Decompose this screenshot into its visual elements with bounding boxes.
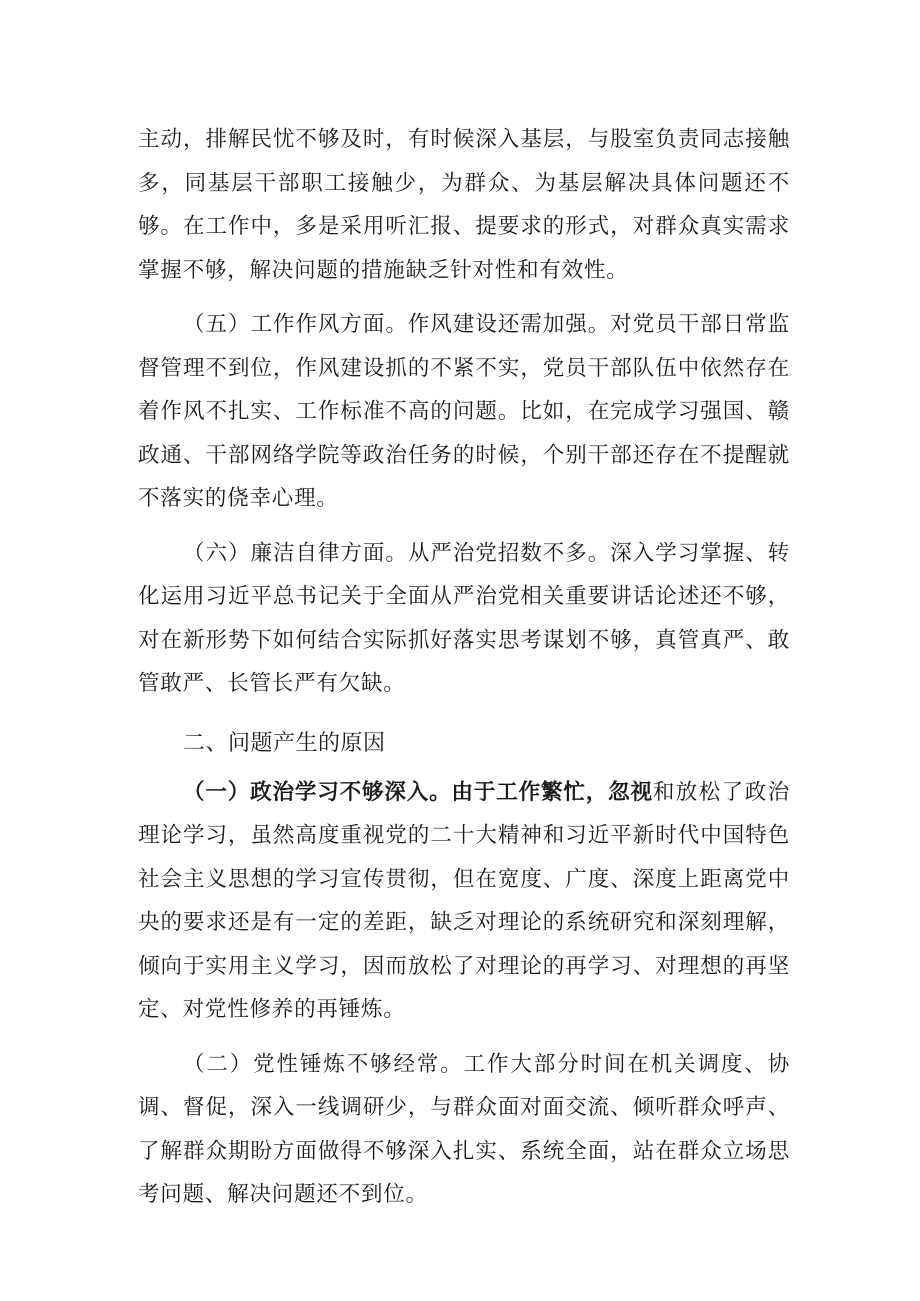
paragraph-work-style: （五）工作作风方面。作风建设还需加强。对党员干部日常监督管理不到位，作风建设抓的不紧不实，党员干部队伍中依然存在着作风不扎实、工作标准不高的问题。比如，在完成学习强国、赣政通、干部网络学院等政治任务的时候，个别干部还存在不提醒就不落实的侥幸心理。 (138, 312, 790, 511)
subheading-neglect: 忽视 (608, 779, 653, 805)
subheading-political-study-cont: 由于工作繁忙， (451, 779, 609, 805)
paragraph-political-study-body: 和放松了政治理论学习，虽然高度重视党的二十大精神和习近平新时代中国特色社会主义思想的学习宣传贯彻，但在宽度、广度、深度上距离党中央的要求还是有一定的差距，缺乏对理论的系统研究和深刻理解，倾向于实用主义学习，因而放松了对理论的再学习、对理想的再坚定、对党性修养的再锤炼。 (138, 779, 790, 1022)
paragraph-integrity: （六）廉洁自律方面。从严治党招数不多。深入学习掌握、转化运用习近平总书记关于全面从严治党相关重要讲话论述还不够，对在新形势下如何结合实际抓好落实思考谋划不够，真管真严、敢管敢严、长管长严有欠缺。 (138, 540, 790, 696)
subheading-political-study: （一）政治学习不够深入。 (183, 779, 452, 805)
paragraph-party-spirit: （二）党性锤炼不够经常。工作大部分时间在机关调度、协调、督促，深入一线调研少，与群众面对面交流、倾听群众呼声、了解群众期盼方面做得不够深入扎实、系统全面，站在群众立场思考问题、解决问题还不到位。 (138, 1051, 790, 1207)
document-page (138, 118, 790, 1228)
paragraph-political-study (138, 771, 790, 1032)
section-heading-causes: 二、问题产生的原因 (183, 730, 386, 756)
paragraph-continued: 主动，排解民忧不够及时，有时候深入基层，与股室负责同志接触多，同基层干部职工接触少，为群众、为基层解决具体问题还不够。在工作中，多是采用听汇报、提要求的形式，对群众真实需求掌握不够，解决问题的措施缺乏针对性和有效性。 (138, 127, 790, 283)
